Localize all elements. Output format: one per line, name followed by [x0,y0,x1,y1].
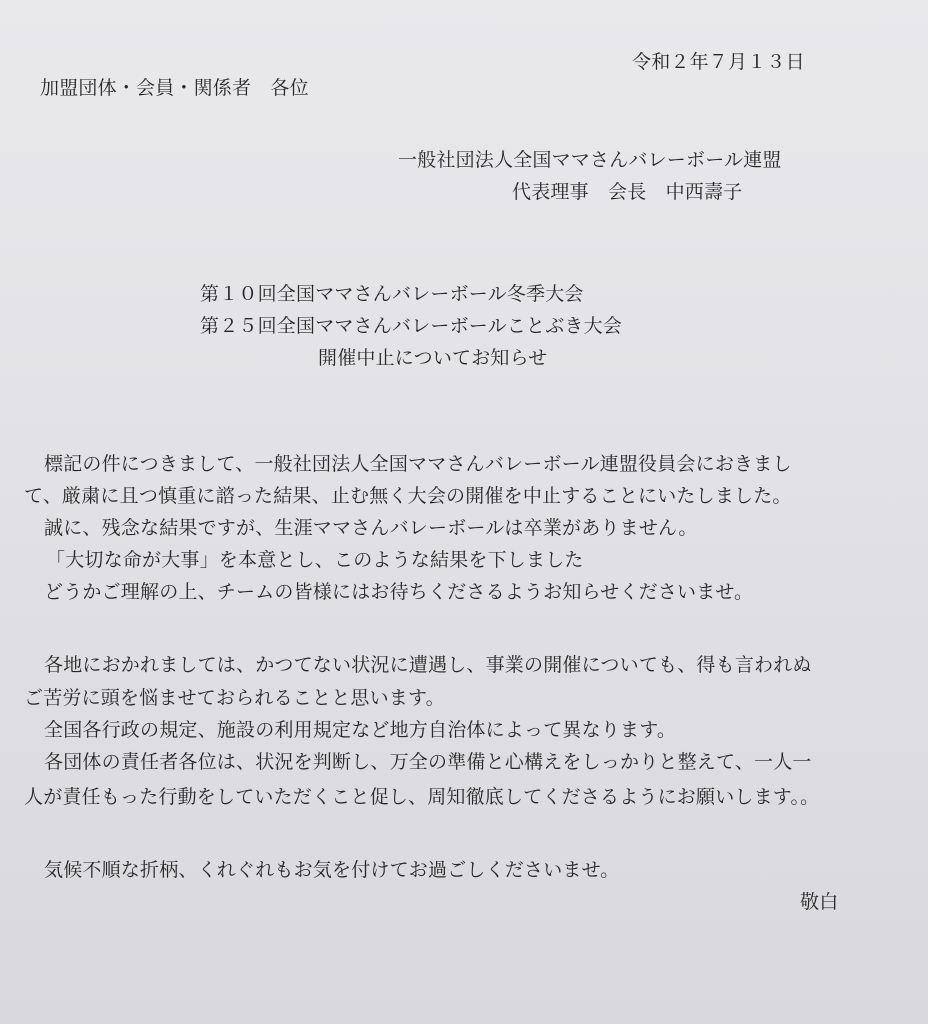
sender-representative: 代表理事 会長 中西壽子 [512,181,743,203]
title-line-1: 第１０回全国ママさんバレーボール冬季大会 [200,283,584,305]
paragraph-1-line-3: 誠に、残念な結果ですが、生涯ママさんバレーボールは卒業がありません。 [44,517,698,539]
closing-word: 敬白 [800,891,839,913]
paragraph-2-line-4: 各団体の責任者各位は、状況を判断し、万全の準備と心構えをしっかりと整えて、一人一 [44,751,812,773]
paragraph-2-line-2: ご苦労に頭を悩ませておられることと思います。 [24,687,445,709]
addressee: 加盟団体・会員・関係者 各位 [40,77,309,99]
paragraph-1-line-4: 「大切な命が大事」を本意とし、このような結果を下しました [46,549,584,571]
paragraph-3-line-1: 気候不順な折柄、くれぐれもお気を付けてお過ごしくださいませ。 [44,859,620,881]
paragraph-2-line-5: 人が責任もった行動をしていただくこと促し、周知徹底してくださるようにお願いします。。 [24,786,820,808]
title-line-3: 開催中止についてお知らせ [318,347,548,369]
title-line-2: 第２５回全国ママさんバレーボールことぶき大会 [200,315,623,337]
paragraph-1-line-2: て、厳粛に且つ慎重に諮った結果、止む無く大会の開催を中止することにいたしました。 [24,485,792,507]
paragraph-2-line-3: 全国各行政の規定、施設の利用規定など地方自治体によって異なります。 [44,719,677,741]
sender-organization: 一般社団法人全国ママさんバレーボール連盟 [398,149,782,171]
paragraph-1-line-5: どうかご理解の上、チームの皆様にはお待ちくださるようお知らせくださいませ。 [44,581,754,603]
paragraph-1-line-1: 標記の件につきまして、一般社団法人全国ママさんバレーボール連盟役員会におきまし [44,453,792,475]
paragraph-2-line-1: 各地におかれましては、かつてない状況に遭遇し、事業の開催についても、得も言われぬ [44,654,812,676]
notice-date: 令和２年７月１３日 [632,51,805,73]
